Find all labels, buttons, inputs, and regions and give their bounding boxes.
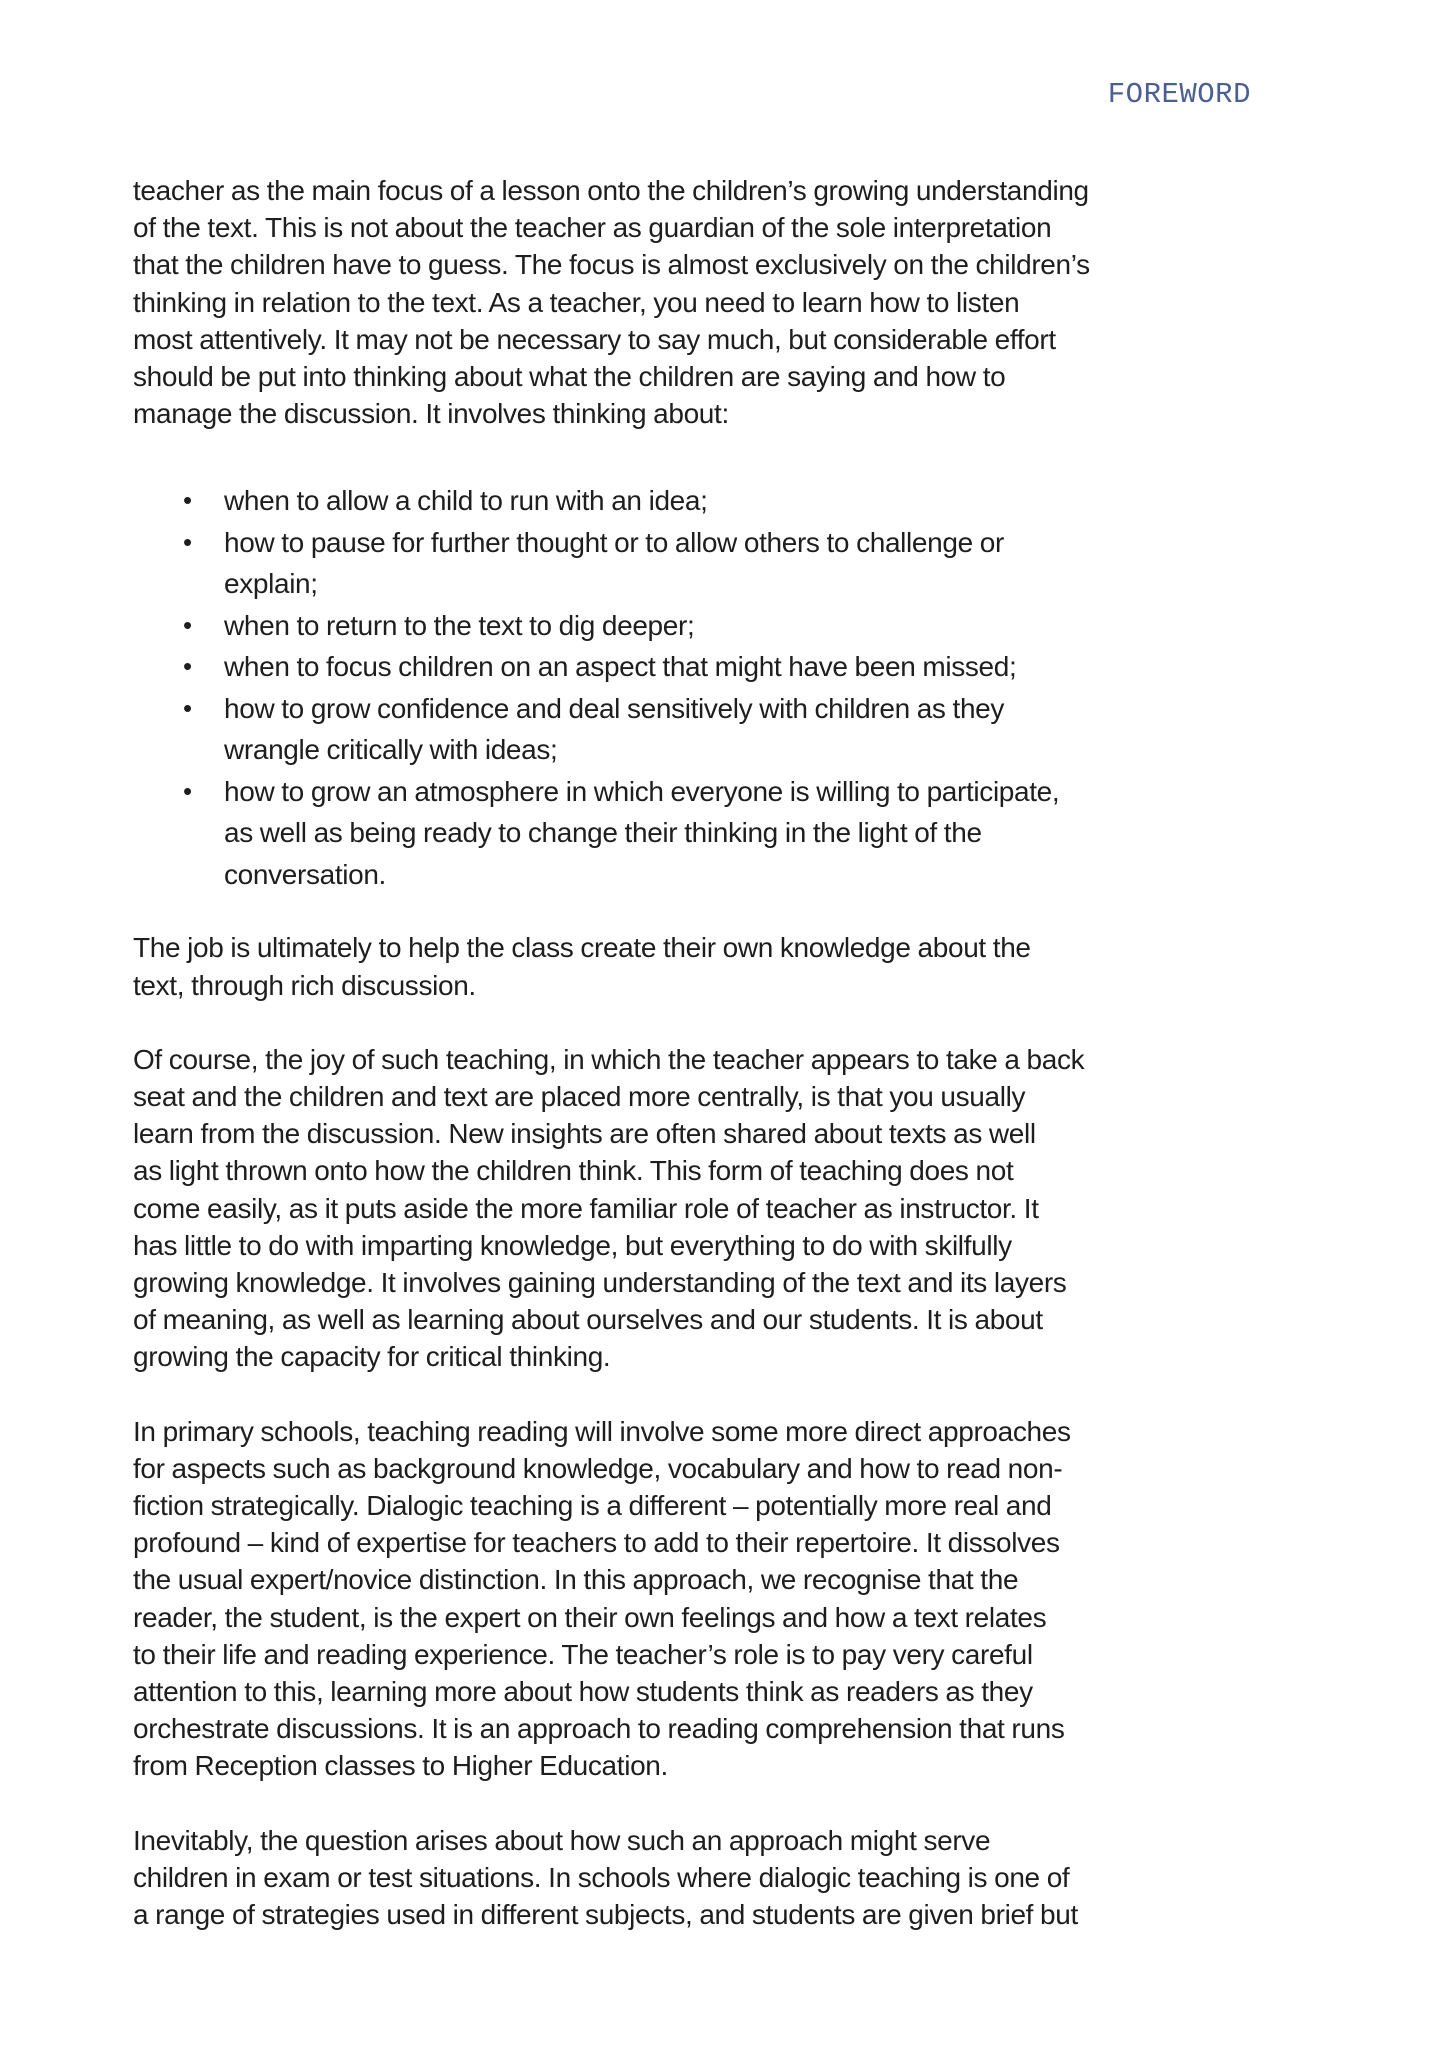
text-line: wrangle critically with ideas; xyxy=(224,734,558,766)
text-line: seat and the children and text are placed more centrally, is that you usually xyxy=(133,1081,1026,1113)
paragraph-exam-question xyxy=(133,1822,1263,1934)
bullet-icon: • xyxy=(183,692,192,723)
text-line: how to pause for further thought or to allow others to challenge or xyxy=(224,526,1004,558)
bullet-icon: • xyxy=(183,526,192,557)
text-line: teacher as the main focus of a lesson onto the children’s growing understanding xyxy=(133,175,1089,206)
text-line: text, through rich discussion. xyxy=(133,969,476,1001)
list-item xyxy=(133,646,1263,688)
bullet-list xyxy=(133,480,1263,895)
text-line: a range of strategies used in different subjects, and students are given brief but xyxy=(133,1899,1078,1931)
running-head: FOREWORD xyxy=(1107,78,1251,111)
paragraph-joy-of-teaching xyxy=(133,1041,1263,1376)
text-line: attention to this, learning more about how students think as readers as they xyxy=(133,1676,1033,1708)
text-line: when to return to the text to dig deeper; xyxy=(224,609,695,641)
text-line: that the children have to guess. The focus is almost exclusively on the children’s xyxy=(133,249,1090,281)
text-line: as well as being ready to change their thinking in the light of the xyxy=(224,817,982,849)
text-line: Of course, the joy of such teaching, in which the teacher appears to take a back xyxy=(133,1043,1085,1075)
text-line: for aspects such as background knowledge, vocabulary and how to read non- xyxy=(133,1452,1063,1484)
text-line: orchestrate discussions. It is an approach to reading comprehension that runs xyxy=(133,1713,1065,1745)
text-line: when to focus children on an aspect that might have been missed; xyxy=(224,651,1017,683)
bullet-icon: • xyxy=(183,609,192,640)
text-line: The job is ultimately to help the class create their own knowledge about the xyxy=(133,932,1031,964)
text-line: as light thrown onto how the children think. This form of teaching does not xyxy=(133,1155,1014,1187)
text-line: of meaning, as well as learning about ourselves and our students. It is about xyxy=(133,1304,1043,1336)
text-line: from Reception classes to Higher Education. xyxy=(133,1750,668,1782)
text-line: the usual expert/novice distinction. In this approach, we recognise that the xyxy=(133,1564,1019,1596)
text-line: learn from the discussion. New insights are often shared about texts as well xyxy=(133,1118,1036,1150)
text-line: when to allow a child to run with an idea; xyxy=(224,485,708,517)
text-line: reader, the student, is the expert on their own feelings and how a text relates xyxy=(133,1601,1047,1633)
list-item xyxy=(133,480,1263,522)
paragraph-intro xyxy=(133,172,1263,432)
text-line: growing the capacity for critical thinking. xyxy=(133,1341,611,1373)
text-line: thinking in relation to the text. As a teacher, you need to learn how to listen xyxy=(133,286,1020,318)
text-line: growing knowledge. It involves gaining understanding of the text and its layers xyxy=(133,1267,1067,1299)
paragraph-job xyxy=(133,929,1263,1003)
bullet-icon: • xyxy=(183,775,192,806)
text-line: Inevitably, the question arises about how such an approach might serve xyxy=(133,1824,991,1856)
list-item xyxy=(133,522,1263,605)
text-line: how to grow an atmosphere in which everyone is willing to participate, xyxy=(224,775,1060,807)
bullet-icon: • xyxy=(183,485,192,516)
text-line: conversation. xyxy=(224,858,386,890)
list-item xyxy=(133,771,1263,896)
bullet-icon: • xyxy=(183,651,192,682)
text-line: to their life and reading experience. The teacher’s role is to pay very careful xyxy=(133,1638,1033,1670)
paragraph-primary-schools xyxy=(133,1413,1263,1785)
text-line: has little to do with imparting knowledge, but everything to do with skilfully xyxy=(133,1229,1012,1261)
text-line: most attentively. It may not be necessary to say much, but considerable effort xyxy=(133,323,1056,355)
text-line: should be put into thinking about what the children are saying and how to xyxy=(133,361,1006,393)
text-line: come easily, as it puts aside the more familiar role of teacher as instructor. It xyxy=(133,1192,1039,1224)
text-line: In primary schools, teaching reading will involve some more direct approaches xyxy=(133,1415,1071,1447)
list-item xyxy=(133,605,1263,647)
text-line: profound – kind of expertise for teachers to add to their repertoire. It dissolves xyxy=(133,1527,1060,1559)
text-line: manage the discussion. It involves thinking about: xyxy=(133,398,729,430)
text-line: children in exam or test situations. In schools where dialogic teaching is one of xyxy=(133,1861,1070,1893)
page-body xyxy=(133,172,1263,1970)
text-line: of the text. This is not about the teacher as guardian of the sole interpretation xyxy=(133,212,1052,244)
text-line: explain; xyxy=(224,568,318,600)
text-line: how to grow confidence and deal sensitively with children as they xyxy=(224,692,1005,724)
text-line: fiction strategically. Dialogic teaching is a different – potentially more real and xyxy=(133,1490,1052,1522)
list-item xyxy=(133,688,1263,771)
